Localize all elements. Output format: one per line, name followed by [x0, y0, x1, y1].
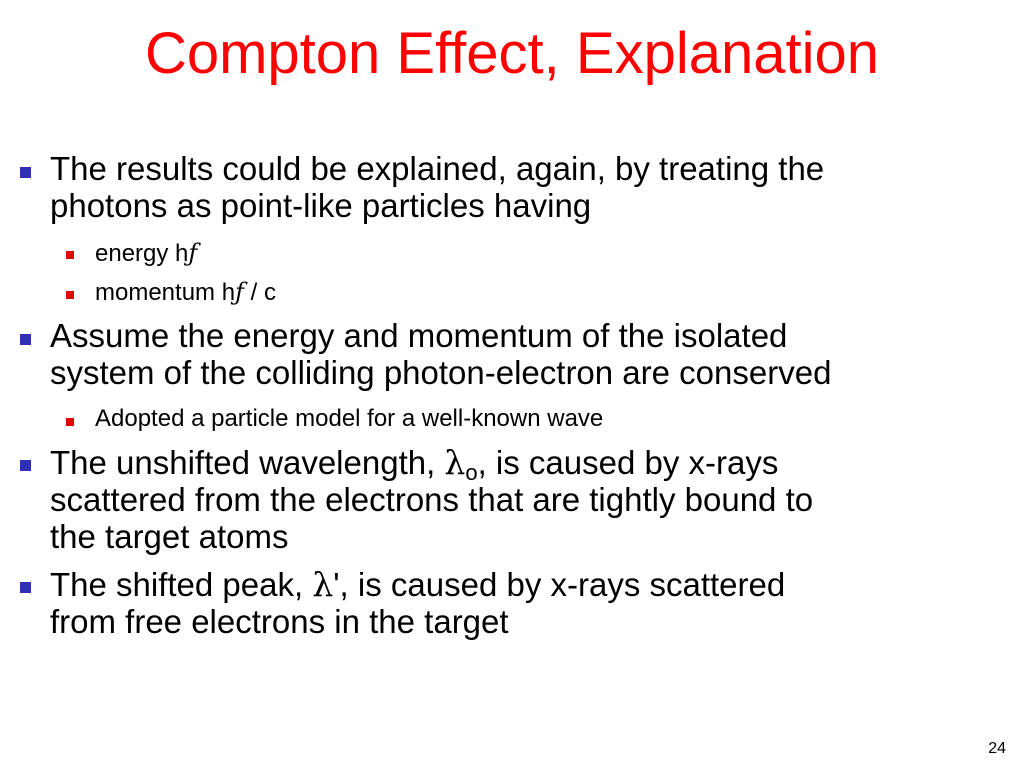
bullet-marker [20, 334, 31, 345]
bullet-3-text-suffix: , is caused by x-rays [477, 444, 779, 481]
bullet-marker [20, 582, 31, 593]
bullet-4-line-1 [50, 566, 1010, 603]
frequency-symbol: ƒ [188, 239, 198, 267]
bullet-3-text-prefix: The unshifted wavelength, [50, 444, 445, 481]
bullet-1-line-2: photons as point-like particles having [50, 187, 592, 224]
sub-bullet-energy [95, 238, 995, 269]
sub-bullet-adopted: Adopted a particle model for a well-known wave [95, 405, 604, 432]
sub-bullet-marker [66, 251, 74, 259]
frequency-symbol: ƒ [235, 278, 244, 306]
sub-bullet-energy-text: energy h [95, 240, 189, 267]
lambda-subscript: o [465, 460, 478, 485]
bullet-1-line-1: The results could be explained, again, by treating the [50, 150, 825, 187]
page-number: 24 [988, 740, 1006, 757]
bullet-3-line-3: the target atoms [50, 518, 289, 555]
lambda-symbol: λ [312, 565, 334, 604]
sub-bullet-momentum-suffix: / c [243, 279, 276, 306]
sub-bullet-momentum [95, 277, 995, 308]
slide-title: Compton Effect, Explanation [144, 21, 880, 86]
bullet-marker [20, 167, 31, 178]
sub-bullet-momentum-text: momentum h [95, 279, 236, 306]
lambda-symbol: λ [444, 443, 466, 482]
bullet-2-line-1: Assume the energy and momentum of the isolated [50, 317, 788, 354]
bullet-2-line-2: system of the colliding photon-electron are conserved [50, 354, 832, 391]
bullet-marker [20, 460, 31, 471]
sub-bullet-marker [66, 291, 74, 299]
bullet-4-text-suffix: ', is caused by x-rays scattered [333, 566, 786, 603]
bullet-3-line-2: scattered from the electrons that are tightly bound to [50, 481, 814, 518]
bullet-4-line-2: from free electrons in the target [50, 603, 509, 640]
sub-bullet-marker [66, 418, 74, 426]
bullet-4-text-prefix: The shifted peak, [50, 566, 313, 603]
